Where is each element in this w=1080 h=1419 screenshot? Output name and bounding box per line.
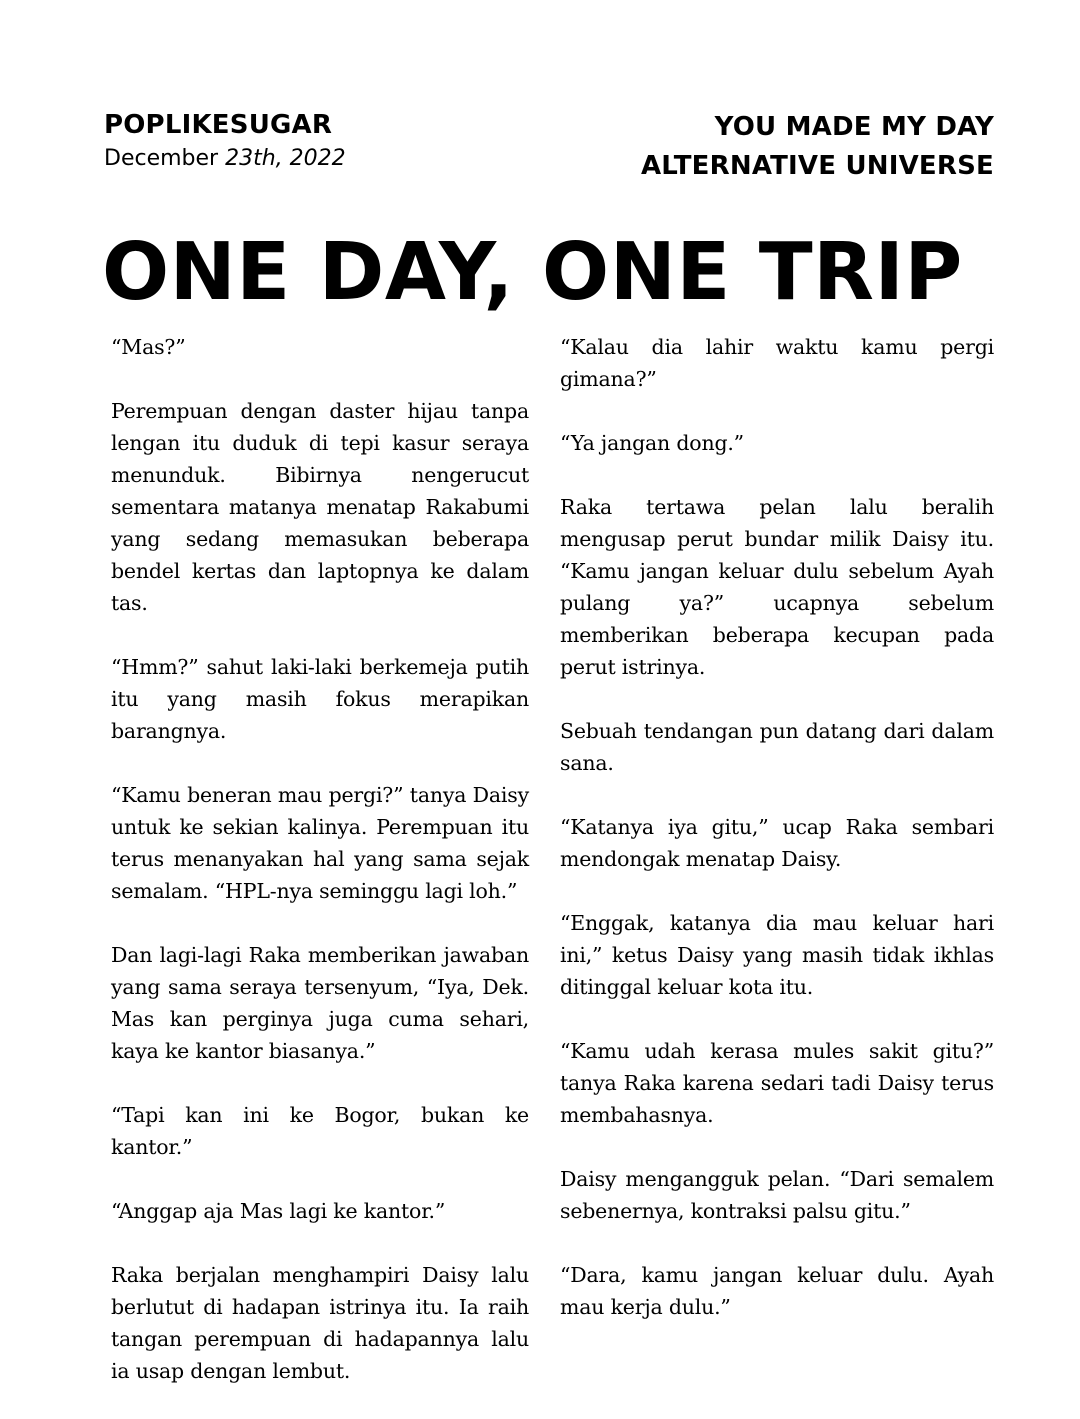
brand-name: POPLIKESUGAR [104,110,333,140]
paragraph: “Kamu udah kerasa mules sakit gitu?” tanya Raka karena sedari tadi Daisy terus membahasnya. [560,1039,994,1127]
story-title: ONE DAY, ONE TRIP [102,226,963,318]
paragraph: Sebuah tendangan pun datang dari dalam sana. [560,719,994,775]
publish-date [104,142,346,176]
series-subtitle: ALTERNATIVE UNIVERSE [640,151,994,181]
paragraph: “Hmm?” sahut laki-laki berkemeja putih itu yang masih fokus merapikan barangnya. [111,655,529,743]
paragraph: Raka berjalan menghampiri Daisy lalu berlutut di hadapan istrinya itu. Ia raih tangan perempuan di hadapannya lalu ia usap dengan lembut. [111,1263,529,1383]
paragraph: “Ya jangan dong.” [560,431,744,455]
right-column [560,331,994,1355]
paragraph: “Kalau dia lahir waktu kamu pergi gimana?” [560,335,994,391]
series-title: YOU MADE MY DAY [714,112,994,142]
paragraph: Raka tertawa pelan lalu beralih mengusap perut bundar milik Daisy itu. “Kamu jangan keluar dulu sebelum Ayah pulang ya?” ucapnya sebelum memberikan beberapa kecupan pada perut istrinya. [560,495,994,679]
paragraph: “Dara, kamu jangan keluar dulu. Ayah mau kerja dulu.” [560,1263,994,1319]
paragraph: Dan lagi-lagi Raka memberikan jawaban yang sama seraya tersenyum, “Iya, Dek. Mas kan perginya juga cuma sehari, kaya ke kantor biasanya.” [111,943,529,1063]
paragraph: “Kamu beneran mau pergi?” tanya Daisy untuk ke sekian kalinya. Perempuan itu terus menanyakan hal yang sama sejak semalam. “HPL-nya seminggu lagi loh.” [111,783,529,903]
paragraph: “Enggak, katanya dia mau keluar hari ini,” ketus Daisy yang masih tidak ikhlas ditinggal keluar kota itu. [560,911,994,999]
header-left [104,108,346,176]
paragraph: Perempuan dengan daster hijau tanpa lengan itu duduk di tepi kasur seraya menunduk. Bibirnya nengerucut sementara matanya menatap Rakabumi yang sedang memasukan beberapa bendel kertas dan laptopnya ke dalam tas. [111,399,529,615]
header-right [641,108,994,186]
paragraph: “Anggap aja Mas lagi ke kantor.” [111,1199,446,1223]
paragraph: “Tapi kan ini ke Bogor, bukan ke kantor.” [111,1103,529,1159]
paragraph: “Mas?” [111,335,186,359]
paragraph: Daisy mengangguk pelan. “Dari semalem sebenernya, kontraksi palsu gitu.” [560,1167,994,1223]
paragraph: “Katanya iya gitu,” ucap Raka sembari mendongak menatap Daisy. [560,815,994,871]
date-prefix: December [104,146,226,171]
date-italic: 23th, 2022 [225,146,346,171]
left-column [111,331,529,1419]
